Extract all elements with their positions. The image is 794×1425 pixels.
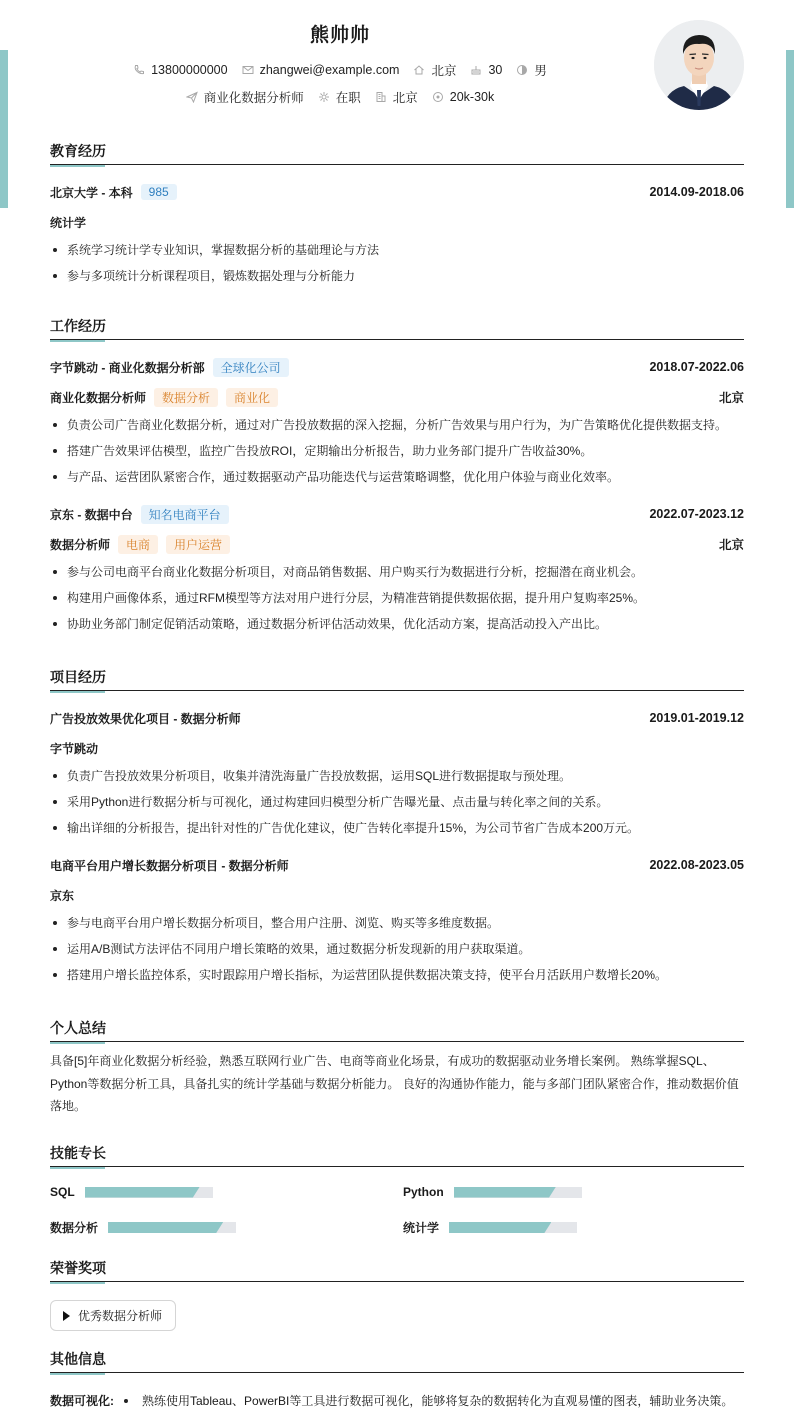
gender-text: 男 [534,64,547,78]
company-name: 字节跳动 - 商业化数据分析部 [50,360,205,375]
role-tag: 商业化 [226,388,278,407]
job-bullets [50,559,744,637]
skill-item [50,1185,213,1199]
role-info [50,535,230,554]
awards-section [50,1257,744,1331]
skill-bar-fill [449,1222,551,1233]
award-name: 优秀数据分析师 [78,1309,163,1323]
work-header [50,315,744,340]
list-item: 构建用户画像体系，通过RFM模型等方法对用户进行分层，为精准营销提供数据依据，提升用户复购率25%。 [50,585,744,611]
list-item: 与产品、运营团队紧密合作，通过数据驱动产品功能迭代与运营策略调整，优化用户体验与商业化效率。 [50,464,744,490]
role-info [50,388,278,407]
skill-name: 统计学 [403,1221,440,1235]
gender-icon [516,64,528,76]
project-name: 电商平台用户增长数据分析项目 - 数据分析师 [50,858,289,873]
summary-title: 个人总结 [50,1020,106,1036]
education-date: 2014.09-2018.06 [649,185,744,199]
awards-header [50,1257,744,1282]
age-text: 30 [488,63,503,77]
skills-grid [50,1167,744,1242]
list-item: 参与多项统计分析课程项目，锻炼数据处理与分析能力 [50,263,744,289]
play-triangle-icon [63,1311,70,1321]
job-bullets [50,412,744,490]
skill-bar [449,1222,577,1233]
project-date: 2019.01-2019.12 [649,711,744,725]
work-section [50,315,744,637]
role-name: 商业化数据分析师 [50,390,147,405]
project-org: 京东 [50,888,75,903]
awards-title: 荣誉奖项 [50,1260,106,1276]
skills-header [50,1142,744,1167]
skill-bar [108,1222,236,1233]
home-icon [413,64,425,76]
list-item: 运用A/B测试方法评估不同用户增长策略的效果，通过数据分析发现新的用户获取渠道。 [50,936,744,962]
list-item: 参与电商平台用户增长数据分析项目，整合用户注册、浏览、购买等多维度数据。 [50,910,744,936]
skills-section [50,1142,744,1242]
job-row [50,499,744,529]
other-row [50,1392,744,1409]
role-row [50,529,744,559]
summary-section [50,1017,744,1118]
project-name: 广告投放效果优化项目 - 数据分析师 [50,711,241,726]
section-accent-line [50,1042,105,1044]
projects-header [50,666,744,691]
status-item [318,88,361,106]
avatar [654,20,744,110]
section-accent-line [50,691,105,693]
skill-bar [85,1187,213,1198]
list-item: 搭建广告效果评估模型，监控广告投放ROI，定期输出分析报告，助力业务部门提升广告收益30%。 [50,438,744,464]
city-item [413,61,456,79]
education-bullets [50,237,744,289]
list-item: 系统学习统计学专业知识，掌握数据分析的基础理论与方法 [50,237,744,263]
list-item: 搭建用户增长监控体系，实时跟踪用户增长指标，为运营团队提供数据决策支持，使平台月活跃用户数增长20%。 [50,962,744,988]
education-header [50,140,744,165]
skill-bar-fill [108,1222,223,1233]
project-date: 2022.08-2023.05 [649,858,744,872]
salary-text: 20k-30k [449,90,495,104]
job-date: 2022.07-2023.12 [649,507,744,521]
list-item: 负责公司广告商业化数据分析，通过对广告投放数据的深入挖掘，分析广告效果与用户行为，为广告策略优化提供数据支持。 [50,412,744,438]
role-tag: 数据分析 [154,388,218,407]
skill-name: Python [403,1185,444,1199]
city-text: 北京 [431,64,457,78]
position-item [186,88,304,106]
skill-item [403,1219,577,1236]
major-row [50,207,744,237]
skill-item [403,1185,582,1199]
section-accent-line [50,340,105,342]
project-bullets [50,910,744,988]
project-row [50,703,744,733]
other-text: 熟练使用Tableau、PowerBI等工具进行数据可视化，能够将复杂的数据转化为直观易懂的图表，辅助业务决策。 [142,1394,734,1408]
school-tag: 985 [141,184,177,200]
email-text: zhangwei@example.com [259,63,400,77]
skill-name: SQL [50,1185,75,1199]
role-row [50,382,744,412]
school-info [50,184,177,201]
gender-item [516,61,547,79]
project-org-row [50,733,744,763]
company-tag: 全球化公司 [213,358,289,377]
list-item: 采用Python进行数据分析与可视化，通过构建回归模型分析广告曝光量、点击量与转化率之间的关系。 [50,789,744,815]
skill-name: 数据分析 [50,1221,99,1235]
job-date: 2018.07-2022.06 [649,360,744,374]
project-bullets [50,763,744,841]
other-header [50,1348,744,1373]
section-accent-line [50,1282,105,1284]
company-info [50,505,229,524]
award-item[interactable] [50,1300,176,1331]
gear-icon [318,91,330,103]
education-section [50,140,744,289]
skill-bar-fill [85,1187,200,1198]
other-section [50,1348,744,1409]
skill-bar-fill [454,1187,556,1198]
work-city-text: 北京 [392,91,418,105]
building-icon [375,91,387,103]
candidate-name: 熊帅帅 [309,25,370,46]
role-name: 数据分析师 [50,537,111,552]
education-title: 教育经历 [50,143,106,159]
other-label: 数据可视化: [50,1394,114,1408]
company-info [50,358,289,377]
skill-bar [454,1187,582,1198]
other-title: 其他信息 [50,1351,106,1367]
work-title: 工作经历 [50,318,106,334]
job-info-row [0,88,680,106]
right-accent-bar [786,50,794,208]
phone-item [133,63,227,77]
project-org-row [50,880,744,910]
school-name: 北京大学 - 本科 [50,185,133,200]
avatar-portrait [654,20,744,110]
job-location: 北京 [718,391,744,405]
job-row [50,352,744,382]
role-tag: 用户运营 [166,535,230,554]
projects-section [50,666,744,988]
company-tag: 知名电商平台 [141,505,229,524]
project-row [50,850,744,880]
skills-title: 技能专长 [50,1145,106,1161]
education-row [50,177,744,207]
phone-icon [133,64,145,76]
salary-item [432,90,494,104]
role-tag: 电商 [118,535,158,554]
mail-icon [242,64,254,76]
job-location: 北京 [718,538,744,552]
section-accent-line [50,1373,105,1375]
coin-icon [432,91,444,103]
major: 统计学 [50,215,87,230]
send-icon [186,91,198,103]
projects-title: 项目经历 [50,669,106,685]
status-text: 在职 [335,91,361,105]
cake-icon [470,64,482,76]
section-accent-line [50,165,105,167]
age-item [470,63,502,77]
company-name: 京东 - 数据中台 [50,507,133,522]
list-item: 协助业务部门制定促销活动策略，通过数据分析评估活动效果，优化活动方案，提高活动投入产出比。 [50,611,744,637]
contact-row [0,61,680,79]
phone-text: 13800000000 [151,63,228,77]
list-item: 输出详细的分析报告，提出针对性的广告优化建议，使广告转化率提升15%，为公司节省广告成本200万元。 [50,815,744,841]
email-item [242,63,400,77]
summary-text: 具备[5]年商业化数据分析经验，熟悉互联网行业广告、电商等商业化场景，有成功的数据驱动业务增长案例。 熟练掌握SQL、Python等数据分析工具，具备扎实的统计学基础与数据分析能力。 良好的沟通协作能力，能与多部门团队紧密合作，推动数据价值落地。 [50,1054,739,1113]
project-org: 字节跳动 [50,741,99,756]
list-item: 负责广告投放效果分析项目，收集并清洗海量广告投放数据，运用SQL进行数据提取与预处理。 [50,763,744,789]
position-text: 商业化数据分析师 [203,91,304,105]
bullet-dot [124,1399,128,1403]
summary-header [50,1017,744,1042]
list-item: 参与公司电商平台商业化数据分析项目，对商品销售数据、用户购买行为数据进行分析，挖掘潜在商业机会。 [50,559,744,585]
skill-item [50,1219,236,1236]
work-city-item [375,88,418,106]
